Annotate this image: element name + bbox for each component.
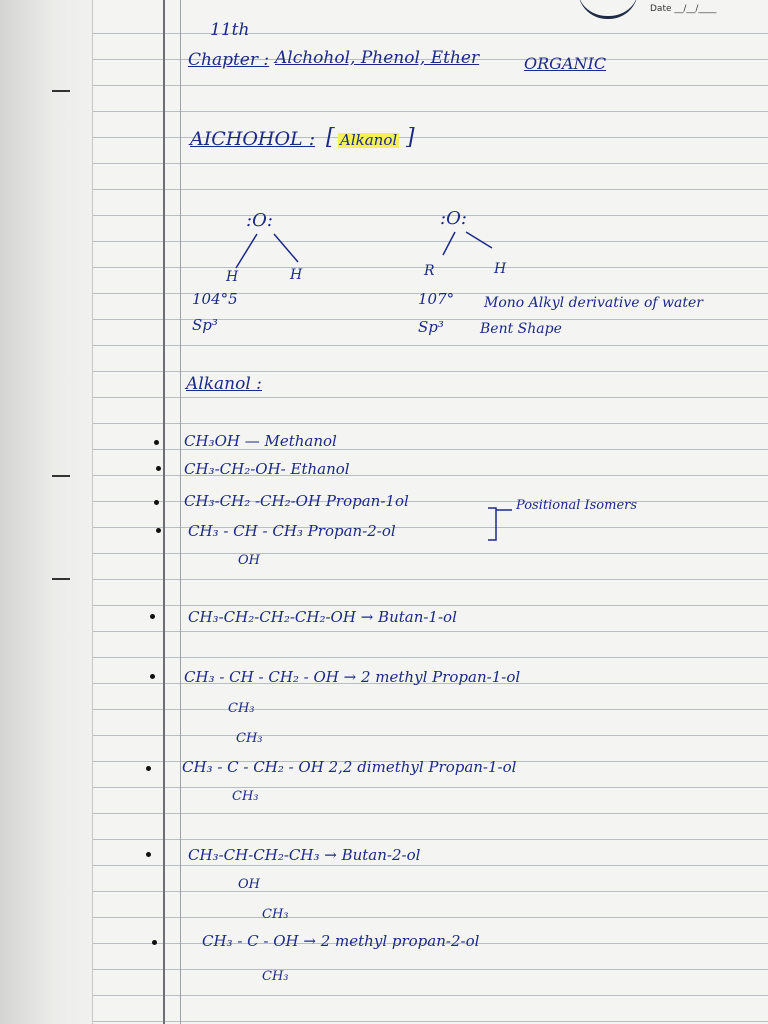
bond-line — [443, 232, 455, 255]
substituent-label: CH₃ — [262, 907, 289, 922]
chapter-title: Alchohol, Phenol, Ether — [275, 48, 480, 68]
bond-angle-alcohol: 107° — [418, 290, 455, 308]
bond-line — [274, 234, 298, 262]
list-item: CH₃ - CH - CH₃ Propan-2-ol — [188, 522, 396, 540]
isomer-note: Positional Isomers — [516, 498, 638, 513]
bracket-close: ] — [406, 125, 415, 150]
hybridization-alcohol: Sp³ — [418, 318, 444, 336]
bullet-icon — [156, 528, 161, 533]
substituent-label: CH₃ — [262, 969, 289, 984]
alkyl-group-r: R — [424, 263, 435, 279]
section-title-alkanol: Alkanol : — [186, 374, 262, 394]
list-item: CH₃-CH₂-CH₂-CH₂-OH → Butan-1-ol — [188, 608, 457, 626]
bullet-icon — [154, 500, 159, 505]
list-item: CH₃ - C - CH₂ - OH 2,2 dimethyl Propan-1-ol — [182, 758, 517, 776]
list-item: CH₃-CH₂-OH- Ethanol — [184, 460, 350, 478]
bullet-icon — [146, 766, 151, 771]
hydrogen-atom: H — [226, 269, 239, 285]
bullet-icon — [156, 466, 161, 471]
hybridization-water: Sp³ — [192, 316, 218, 334]
bond-angle-water: 104°5 — [192, 290, 238, 308]
bullet-icon — [150, 674, 155, 679]
substituent-label: OH — [238, 553, 260, 568]
alkanol-highlight: Alkanol — [340, 131, 398, 149]
bond-line — [466, 232, 492, 248]
hydrogen-atom: H — [494, 261, 507, 277]
subject-label: ORGANIC — [524, 54, 607, 73]
list-item: CH₃ - C - OH → 2 methyl propan-2-ol — [202, 932, 480, 950]
hydrogen-atom: H — [290, 267, 303, 283]
bullet-icon — [154, 440, 159, 445]
list-item: CH₃-CH₂ -CH₂-OH Propan-1ol — [184, 492, 409, 510]
oxygen-atom-alcohol: :O: — [440, 208, 467, 229]
list-item: CH₃ - CH - CH₂ - OH → 2 methyl Propan-1-ol — [184, 668, 521, 686]
date-field: Date __/__/____ — [650, 4, 717, 14]
substituent-label: CH₃ — [228, 701, 255, 716]
isomer-bracket — [488, 508, 496, 540]
substituent-label: CH₃ — [236, 731, 263, 746]
bond-line — [236, 234, 257, 268]
bullet-icon — [152, 940, 157, 945]
substituent-label: OH — [238, 877, 260, 892]
bullet-icon — [150, 614, 155, 619]
class-label: 11th — [210, 20, 250, 40]
substituent-label: CH₃ — [232, 789, 259, 804]
bullet-icon — [146, 852, 151, 857]
alcohol-note-shape: Bent Shape — [480, 321, 562, 337]
list-item: CH₃-CH-CH₂-CH₃ → Butan-2-ol — [188, 846, 421, 864]
alcohol-note-derivative: Mono Alkyl derivative of water — [484, 295, 703, 311]
section-title-alcohol: AICHOHOL : — [190, 128, 316, 150]
bracket-open: [ — [326, 125, 335, 150]
chapter-label: Chapter : — [188, 50, 270, 70]
list-item: CH₃OH — Methanol — [184, 432, 337, 450]
oxygen-atom-water: :O: — [246, 210, 273, 231]
